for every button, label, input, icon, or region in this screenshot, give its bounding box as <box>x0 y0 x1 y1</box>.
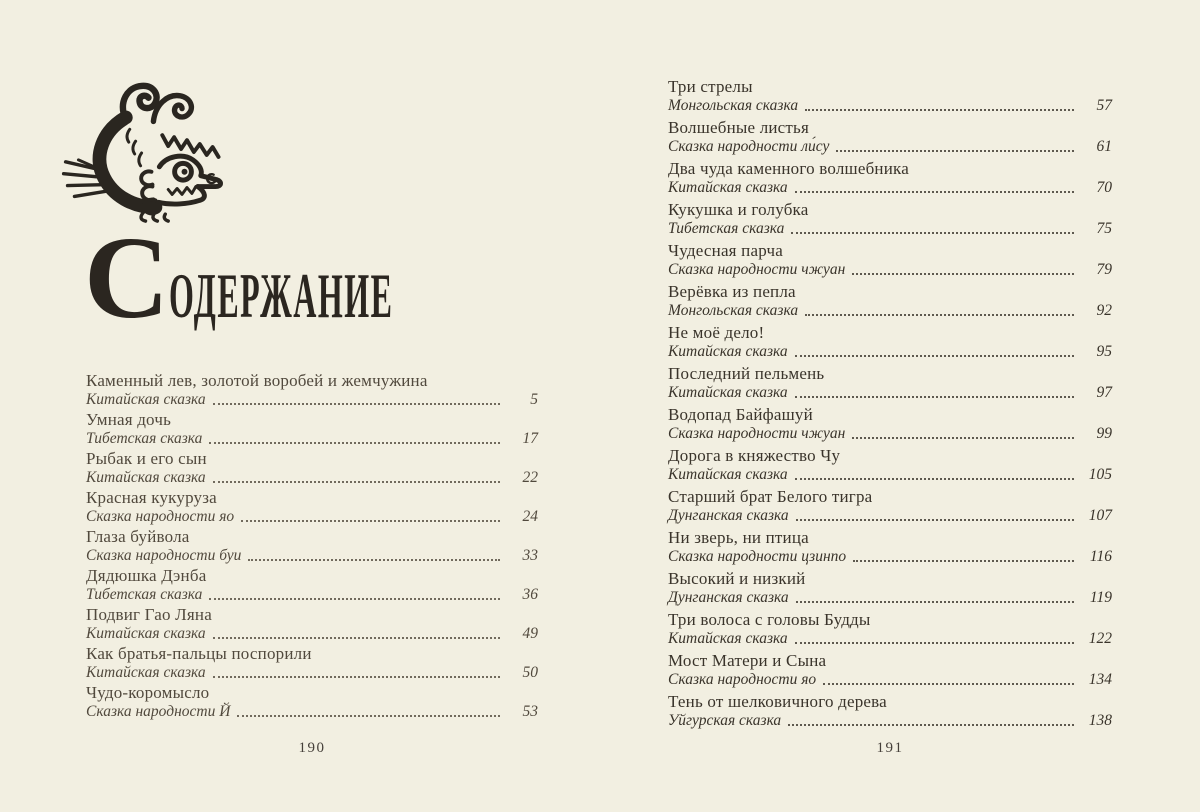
toc-entry-page-number: 97 <box>1096 384 1112 401</box>
toc-entry-subtitle: Китайская сказка <box>86 469 206 486</box>
toc-entry-page-number: 36 <box>522 586 538 603</box>
toc-entry-page-number: 53 <box>522 703 538 720</box>
dot-leader <box>805 109 1074 111</box>
toc-entry-subtitle-row <box>86 625 538 643</box>
toc-title-rest: ОДЕРЖАНИЕ <box>169 260 394 331</box>
dot-leader <box>209 598 500 600</box>
toc-entry-subtitle: Китайская сказка <box>86 625 206 642</box>
toc-entry-subtitle: Сказка народности буи <box>86 547 242 564</box>
toc-entry-subtitle-row <box>668 343 1112 361</box>
toc-entry <box>668 528 1112 566</box>
toc-entry-page-number: 105 <box>1088 466 1112 483</box>
toc-entry-subtitle-row <box>668 220 1112 238</box>
toc-entry <box>86 644 538 682</box>
toc-list-left <box>86 371 538 722</box>
toc-entry-subtitle-row <box>668 671 1112 689</box>
toc-list-right <box>668 77 1112 733</box>
toc-entry-subtitle: Китайская сказка <box>668 384 788 401</box>
dot-leader <box>791 232 1074 234</box>
toc-entry-subtitle-row <box>668 97 1112 115</box>
toc-entry-page-number: 70 <box>1096 179 1112 196</box>
dot-leader <box>237 715 500 717</box>
toc-entry-title: Подвиг Гао Ляна <box>86 605 212 624</box>
toc-entry-subtitle-row <box>668 384 1112 402</box>
toc-entry-page-number: 138 <box>1088 712 1112 729</box>
toc-entry-page-number: 122 <box>1088 630 1112 647</box>
toc-entry <box>668 610 1112 648</box>
toc-entry-title: Дорога в княжество Чу <box>668 446 841 465</box>
toc-entry-subtitle: Сказка народности яо <box>86 508 235 525</box>
dot-leader <box>213 403 500 405</box>
dot-leader <box>213 481 500 483</box>
toc-entry-subtitle: Дунганская сказка <box>668 507 789 524</box>
toc-entry-subtitle: Тибетская сказка <box>86 586 203 603</box>
toc-entry-subtitle: Монгольская сказка <box>668 302 799 319</box>
toc-entry-subtitle-row <box>668 589 1112 607</box>
toc-entry-subtitle: Китайская сказка <box>668 466 788 483</box>
toc-entry-title: Два чуда каменного волшебника <box>668 159 909 178</box>
toc-entry-subtitle-row <box>86 664 538 682</box>
toc-entry-subtitle-row <box>86 586 538 604</box>
dot-leader <box>836 150 1074 152</box>
dot-leader <box>795 478 1074 480</box>
toc-entry-subtitle: Сказка народности ли́су <box>668 138 830 155</box>
toc-entry <box>668 446 1112 484</box>
dot-leader <box>795 642 1074 644</box>
toc-entry <box>86 449 538 487</box>
toc-entry <box>86 488 538 526</box>
toc-entry-subtitle: Монгольская сказка <box>668 97 799 114</box>
toc-entry-subtitle: Китайская сказка <box>86 664 206 681</box>
toc-entry <box>668 200 1112 238</box>
toc-entry <box>86 527 538 565</box>
toc-entry-title: Волшебные листья <box>668 118 810 137</box>
dot-leader <box>823 683 1074 685</box>
toc-entry-subtitle: Китайская сказка <box>668 343 788 360</box>
dot-leader <box>241 520 500 522</box>
toc-entry-page-number: 116 <box>1089 548 1112 565</box>
dot-leader <box>852 437 1074 439</box>
toc-entry <box>668 77 1112 115</box>
dot-leader <box>795 191 1074 193</box>
toc-entry <box>86 683 538 721</box>
dot-leader <box>852 273 1074 275</box>
toc-entry-title: Три волоса с головы Будды <box>668 610 871 629</box>
folio-right: 191 <box>876 740 904 756</box>
toc-entry-page-number: 61 <box>1096 138 1112 155</box>
toc-entry-title: Мост Матери и Сына <box>668 651 827 670</box>
toc-entry-page-number: 79 <box>1096 261 1112 278</box>
toc-entry <box>86 371 538 409</box>
toc-entry <box>668 569 1112 607</box>
toc-entry-page-number: 24 <box>522 508 538 525</box>
toc-entry <box>86 410 538 448</box>
dot-leader <box>248 559 500 561</box>
toc-entry-title: Водопад Байфашуй <box>668 405 813 424</box>
dot-leader <box>213 637 500 639</box>
toc-entry <box>668 651 1112 689</box>
toc-entry-subtitle-row <box>668 548 1112 566</box>
toc-entry-subtitle: Сказка народности Й <box>86 703 231 720</box>
toc-entry-subtitle: Уйгурская сказка <box>668 712 782 729</box>
dragon-illustration <box>58 78 236 226</box>
toc-entry <box>668 118 1112 156</box>
toc-entry-page-number: 22 <box>522 469 538 486</box>
dot-leader <box>853 560 1074 562</box>
dot-leader <box>209 442 500 444</box>
toc-entry-subtitle-row <box>86 391 538 409</box>
toc-entry-title: Красная кукуруза <box>86 488 217 507</box>
toc-entry-title: Как братья-пальцы поспорили <box>86 644 312 663</box>
toc-entry-subtitle: Сказка народности чжуан <box>668 425 846 442</box>
toc-entry-page-number: 119 <box>1089 589 1112 606</box>
toc-entry <box>86 566 538 604</box>
dragon-icon <box>58 78 236 226</box>
folio-left: 190 <box>298 740 326 756</box>
toc-entry-title: Тень от шелковичного дерева <box>668 692 887 711</box>
toc-entry-page-number: 57 <box>1096 97 1112 114</box>
toc-title <box>84 212 618 343</box>
toc-entry-title: Чудесная парча <box>668 241 783 260</box>
toc-entry-page-number: 17 <box>522 430 538 447</box>
toc-entry-subtitle-row <box>668 138 1112 156</box>
toc-entry-subtitle-row <box>86 430 538 448</box>
toc-entry-title: Старший брат Белого тигра <box>668 487 873 506</box>
toc-entry-page-number: 5 <box>530 391 538 408</box>
toc-entry-page-number: 99 <box>1096 425 1112 442</box>
toc-entry-page-number: 92 <box>1096 302 1112 319</box>
toc-entry-page-number: 49 <box>522 625 538 642</box>
toc-entry-subtitle-row <box>668 507 1112 525</box>
dot-leader <box>796 519 1074 521</box>
toc-entry-title: Кукушка и голубка <box>668 200 809 219</box>
toc-entry-subtitle-row <box>86 469 538 487</box>
toc-entry-title: Последний пельмень <box>668 364 825 383</box>
toc-entry <box>668 487 1112 525</box>
toc-entry-title: Глаза буйвола <box>86 527 190 546</box>
toc-entry-subtitle-row <box>668 712 1112 730</box>
toc-entry-subtitle-row <box>668 466 1112 484</box>
toc-entry-page-number: 50 <box>522 664 538 681</box>
toc-entry <box>668 159 1112 197</box>
toc-entry-title: Умная дочь <box>86 410 172 429</box>
toc-entry <box>668 692 1112 730</box>
toc-entry-page-number: 134 <box>1088 671 1112 688</box>
toc-entry-subtitle-row <box>86 508 538 526</box>
toc-entry-subtitle-row <box>668 179 1112 197</box>
toc-title-initial: С <box>84 212 170 343</box>
toc-entry-subtitle: Китайская сказка <box>668 630 788 647</box>
toc-entry-subtitle: Сказка народности яо <box>668 671 817 688</box>
toc-entry-title: Высокий и низкий <box>668 569 806 588</box>
toc-entry-subtitle-row <box>86 703 538 721</box>
toc-entry <box>668 364 1112 402</box>
toc-entry-page-number: 75 <box>1096 220 1112 237</box>
toc-entry-title: Каменный лев, золотой воробей и жемчужина <box>86 371 428 390</box>
toc-entry-subtitle-row <box>668 425 1112 443</box>
toc-entry-subtitle-row <box>668 261 1112 279</box>
toc-entry-subtitle-row <box>668 630 1112 648</box>
dot-leader <box>805 314 1074 316</box>
dot-leader <box>795 396 1074 398</box>
toc-entry-subtitle-row <box>86 547 538 565</box>
toc-entry-title: Чудо-коромысло <box>86 683 210 702</box>
dot-leader <box>788 724 1074 726</box>
toc-entry <box>668 405 1112 443</box>
toc-entry-subtitle: Тибетская сказка <box>668 220 785 237</box>
toc-entry-subtitle: Китайская сказка <box>86 391 206 408</box>
dot-leader <box>213 676 500 678</box>
dot-leader <box>795 355 1074 357</box>
toc-entry-title: Ни зверь, ни птица <box>668 528 809 547</box>
toc-entry-subtitle: Китайская сказка <box>668 179 788 196</box>
toc-entry-title: Дядюшка Дэнба <box>86 566 207 585</box>
toc-entry-title: Не моё дело! <box>668 323 765 342</box>
toc-entry-title: Три стрелы <box>668 77 753 96</box>
toc-entry-subtitle: Сказка народности чжуан <box>668 261 846 278</box>
dot-leader <box>796 601 1074 603</box>
toc-entry-title: Верёвка из пепла <box>668 282 796 301</box>
toc-entry-page-number: 33 <box>522 547 538 564</box>
toc-entry <box>86 605 538 643</box>
toc-entry-subtitle: Сказка народности цзинпо <box>668 548 847 565</box>
toc-entry-subtitle-row <box>668 302 1112 320</box>
toc-entry-subtitle: Дунганская сказка <box>668 589 789 606</box>
toc-entry <box>668 323 1112 361</box>
toc-entry-subtitle: Тибетская сказка <box>86 430 203 447</box>
toc-entry <box>668 282 1112 320</box>
toc-entry-page-number: 107 <box>1088 507 1112 524</box>
toc-entry-page-number: 95 <box>1096 343 1112 360</box>
toc-entry <box>668 241 1112 279</box>
toc-entry-title: Рыбак и его сын <box>86 449 207 468</box>
